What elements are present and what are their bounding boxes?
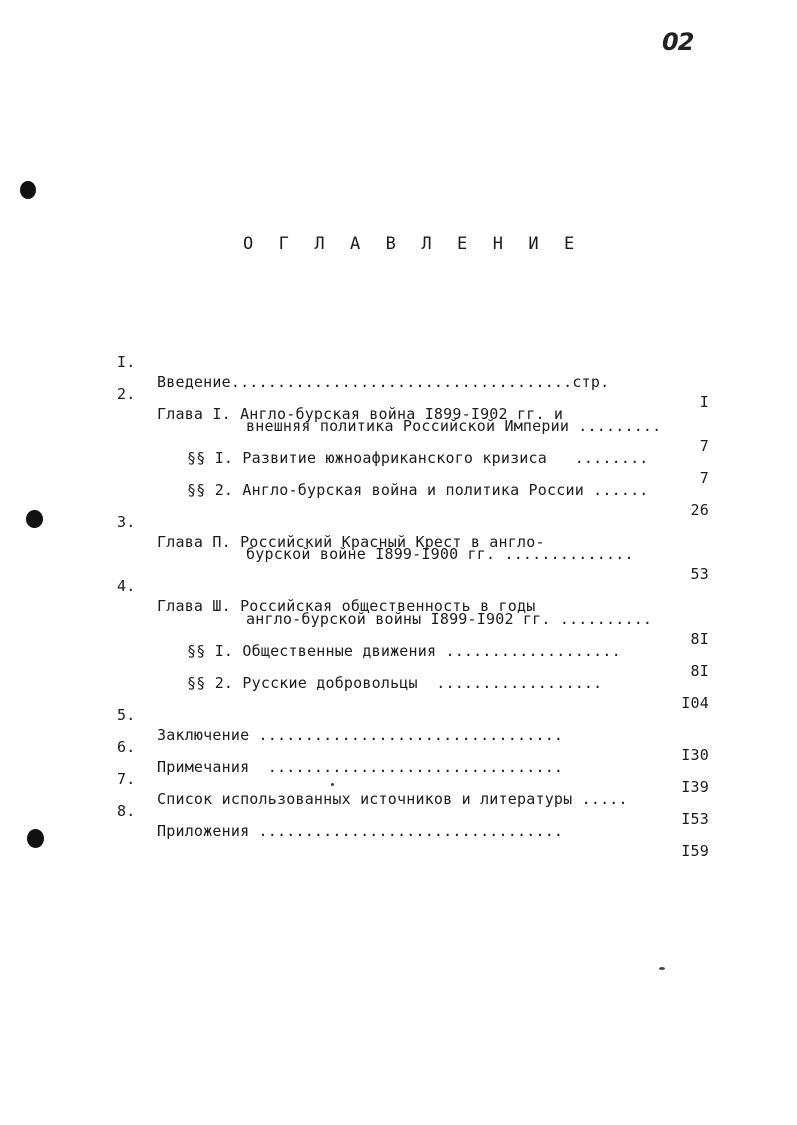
toc-number: 3. (117, 513, 136, 531)
toc-page: I39 (681, 778, 709, 796)
toc-number: 4. (117, 577, 136, 595)
toc-number: 7. (117, 770, 136, 788)
toc-page: 7 (699, 437, 709, 455)
toc-page: 8I (690, 662, 709, 680)
toc-text: Введение.....................................стр. (157, 373, 610, 391)
toc-page: 26 (690, 501, 709, 519)
toc-page: I53 (681, 810, 709, 828)
page-title: О Г Л А В Л Е Н И Е (243, 234, 582, 254)
toc-text: бурской войне I899-I900 гг. .............. (246, 545, 634, 563)
toc-page: I59 (681, 842, 709, 860)
toc-page: I (699, 393, 709, 411)
toc-text: Глава Ш. Российская общественность в годы (157, 597, 536, 615)
toc-text: англо-бурской войны I899-I902 гг. .......... (246, 610, 653, 628)
toc-text: Глава I. Англо-бурская война I899-I902 гг. и (157, 405, 564, 423)
toc-subentry (0, 621, 797, 680)
toc-entry (0, 332, 797, 411)
toc-text: Примечания ................................ (157, 758, 564, 776)
toc-text: Приложения ................................. (157, 822, 564, 840)
ink-speck (659, 967, 665, 970)
toc-entry (0, 364, 797, 423)
toc-number: 5. (117, 706, 136, 724)
toc-text: Глава П. Российский Красный Крест в англо- (157, 533, 545, 551)
toc-entry-continuation (0, 524, 797, 583)
toc-subentry (0, 460, 797, 519)
toc-text: §§ 2. Русские добровольцы .................. (187, 674, 603, 692)
toc-page: I04 (681, 694, 709, 712)
toc-page: 53 (690, 565, 709, 583)
toc-text: §§ 2. Англо-бурская война и политика России ...... (187, 481, 649, 499)
toc-number: 6. (117, 738, 136, 756)
toc-page: 8I (690, 630, 709, 648)
punch-hole (20, 181, 36, 199)
toc-page: I30 (681, 746, 709, 764)
toc-entry (0, 685, 797, 764)
toc-subentry (0, 653, 797, 712)
toc-text: Заключение ................................. (157, 726, 564, 744)
toc-subentry (0, 428, 797, 487)
toc-text: §§ I. Общественные движения ................... (187, 642, 621, 660)
toc-number: 8. (117, 802, 136, 820)
toc-number: I. (117, 353, 136, 371)
toc-text: Список использованных источников и литературы ..... (157, 790, 628, 808)
toc-page: 7 (699, 469, 709, 487)
toc-entry (0, 492, 797, 551)
handwritten-page-number: 02 (662, 28, 694, 56)
toc-number: 2. (117, 385, 136, 403)
toc-entry-continuation (0, 589, 797, 648)
toc-entry-continuation (0, 396, 797, 455)
toc-text: §§ I. Развитие южноафриканского кризиса ........ (187, 449, 649, 467)
toc-text: внешняя политика Российской Империи ......... (246, 417, 662, 435)
toc-entry (0, 556, 797, 615)
